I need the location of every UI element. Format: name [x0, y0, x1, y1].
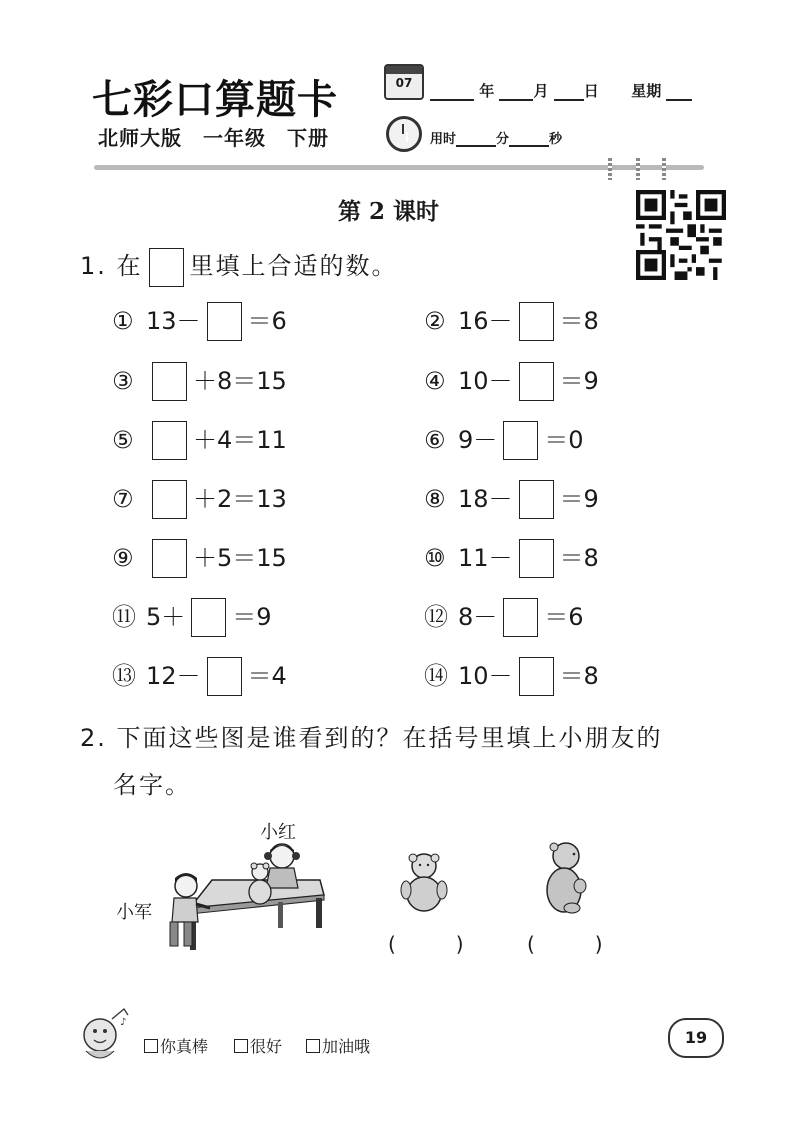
answer-box[interactable]	[519, 302, 554, 341]
scene-illustration	[160, 840, 330, 955]
equation-left-part: 16－	[458, 307, 513, 335]
equation-index: ⑥	[424, 426, 446, 454]
rating-option-1[interactable]	[144, 1034, 208, 1057]
equation-index: ⑦	[112, 485, 134, 513]
equation-right-part: ＝8	[559, 662, 599, 690]
equation-right-part: ＋5＝15	[193, 544, 287, 572]
equation-item	[112, 300, 287, 340]
equation-item	[424, 537, 599, 577]
equation-item	[424, 360, 599, 400]
equation-right-part: ＝6	[544, 603, 584, 631]
header-divider	[94, 165, 704, 170]
weekday-label: 星期	[631, 82, 662, 100]
checkbox-icon[interactable]	[234, 1039, 248, 1053]
equation-left-part: 5＋	[146, 603, 186, 631]
answer-box[interactable]	[503, 598, 538, 637]
equation-index: ⑬	[112, 662, 136, 690]
seconds-label: 秒	[549, 132, 563, 147]
rating-option-3[interactable]	[306, 1034, 370, 1057]
question-2-line-2: 名字。	[113, 771, 191, 799]
date-fields	[430, 80, 692, 101]
equation-item	[112, 537, 287, 577]
day-label: 日	[583, 82, 599, 100]
question-2-line-1: 下面这些图是谁看到的？在括号里填上小朋友的	[116, 724, 663, 752]
equation-index: ⑪	[112, 603, 136, 631]
equation-item	[424, 596, 584, 636]
svg-text:♪: ♪	[120, 1017, 127, 1028]
equation-left-part: 13－	[146, 307, 201, 335]
lesson-title: 第 2 课时	[338, 198, 440, 225]
equation-item	[424, 478, 599, 518]
rating-label: 你真棒	[160, 1037, 209, 1056]
equation-left-part: 18－	[458, 485, 513, 513]
equation-index: ⑨	[112, 544, 134, 572]
question-1-number: 1.	[80, 252, 107, 280]
answer-box[interactable]	[152, 480, 187, 519]
calendar-day: 07	[395, 76, 413, 90]
equation-right-part: ＋2＝13	[193, 485, 287, 513]
equation-right-part: ＋4＝11	[193, 426, 287, 454]
answer-box[interactable]	[519, 480, 554, 519]
answer-box[interactable]	[519, 362, 554, 401]
time-used-label: 用时	[430, 132, 457, 147]
equation-left-part: 12－	[146, 662, 201, 690]
equation-index: ⑫	[424, 603, 448, 631]
brand-title: 七彩口算题卡	[92, 76, 338, 123]
month-blank[interactable]	[499, 83, 533, 101]
doll-front-view-icon	[398, 852, 450, 914]
day-blank[interactable]	[554, 83, 584, 101]
equation-right-part: ＝8	[559, 544, 599, 572]
answer-box[interactable]	[152, 421, 187, 460]
equation-left-part: 11－	[458, 544, 513, 572]
checkbox-icon[interactable]	[306, 1039, 320, 1053]
equation-right-part: ＝6	[247, 307, 287, 335]
equation-item	[112, 655, 287, 695]
minutes-blank[interactable]	[456, 129, 496, 147]
equation-index: ⑧	[424, 485, 446, 513]
checkbox-icon[interactable]	[144, 1039, 158, 1053]
equation-left-part: 10－	[458, 662, 513, 690]
doll-icon	[249, 863, 271, 904]
equation-index: ⑭	[424, 662, 448, 690]
year-blank[interactable]	[430, 83, 474, 101]
edition-subtitle: 北师大版 一年级 下册	[98, 126, 329, 150]
answer-box[interactable]	[519, 539, 554, 578]
equation-index: ⑤	[112, 426, 134, 454]
minutes-label: 分	[496, 132, 510, 147]
label-xiaojun: 小军	[116, 902, 152, 923]
answer-box[interactable]	[191, 598, 226, 637]
equation-index: ③	[112, 367, 134, 395]
equation-right-part: ＝0	[544, 426, 584, 454]
equation-right-part: ＝4	[247, 662, 287, 690]
answer-box[interactable]	[152, 362, 187, 401]
mascot-icon	[72, 1005, 136, 1067]
time-fields	[430, 128, 562, 147]
question-1-prefix: 在	[116, 252, 143, 280]
example-answer-box	[149, 248, 184, 287]
label-xiaohong: 小红	[260, 822, 296, 843]
answer-box[interactable]	[503, 421, 538, 460]
equation-right-part: ＋8＝15	[193, 367, 287, 395]
equation-index: ②	[424, 307, 446, 335]
rating-label: 很好	[250, 1037, 283, 1056]
question-1-prompt	[80, 246, 398, 287]
rating-label: 加油哦	[322, 1037, 371, 1056]
binder-pin-icon	[608, 158, 612, 180]
answer-box[interactable]	[519, 657, 554, 696]
equation-item	[424, 419, 584, 459]
question-1-suffix: 里填上合适的数。	[189, 252, 398, 280]
answer-parentheses-1[interactable]: ( )	[388, 932, 464, 956]
question-2-number: 2.	[80, 724, 107, 752]
rating-option-2[interactable]	[234, 1034, 282, 1057]
month-label: 月	[533, 82, 549, 100]
equation-left-part: 10－	[458, 367, 513, 395]
year-label: 年	[479, 82, 495, 100]
qr-code-icon[interactable]	[636, 190, 726, 280]
equation-right-part: ＝9	[232, 603, 272, 631]
clock-icon	[386, 116, 422, 152]
seconds-blank[interactable]	[509, 129, 549, 147]
calendar-icon	[384, 64, 424, 100]
equation-index: ①	[112, 307, 134, 335]
equation-item	[424, 655, 599, 695]
equation-item	[112, 478, 287, 518]
equation-index: ⑩	[424, 544, 446, 572]
equation-item	[424, 300, 599, 340]
equation-right-part: ＝8	[559, 307, 599, 335]
question-2-prompt	[80, 718, 663, 753]
answer-box[interactable]	[152, 539, 187, 578]
equation-index: ④	[424, 367, 446, 395]
equation-right-part: ＝9	[559, 485, 599, 513]
equation-item	[112, 360, 287, 400]
binder-pin-icon	[636, 158, 640, 180]
answer-parentheses-2[interactable]: ( )	[527, 932, 603, 956]
weekday-blank[interactable]	[666, 83, 692, 101]
page-number: 19	[668, 1018, 724, 1058]
answer-box[interactable]	[207, 657, 242, 696]
answer-box[interactable]	[207, 302, 242, 341]
equation-item	[112, 596, 272, 636]
binder-pin-icon	[662, 158, 666, 180]
equation-left-part: 8－	[458, 603, 498, 631]
equation-right-part: ＝9	[559, 367, 599, 395]
equation-left-part: 9－	[458, 426, 498, 454]
doll-side-view-icon	[540, 840, 592, 916]
equation-item	[112, 419, 287, 459]
